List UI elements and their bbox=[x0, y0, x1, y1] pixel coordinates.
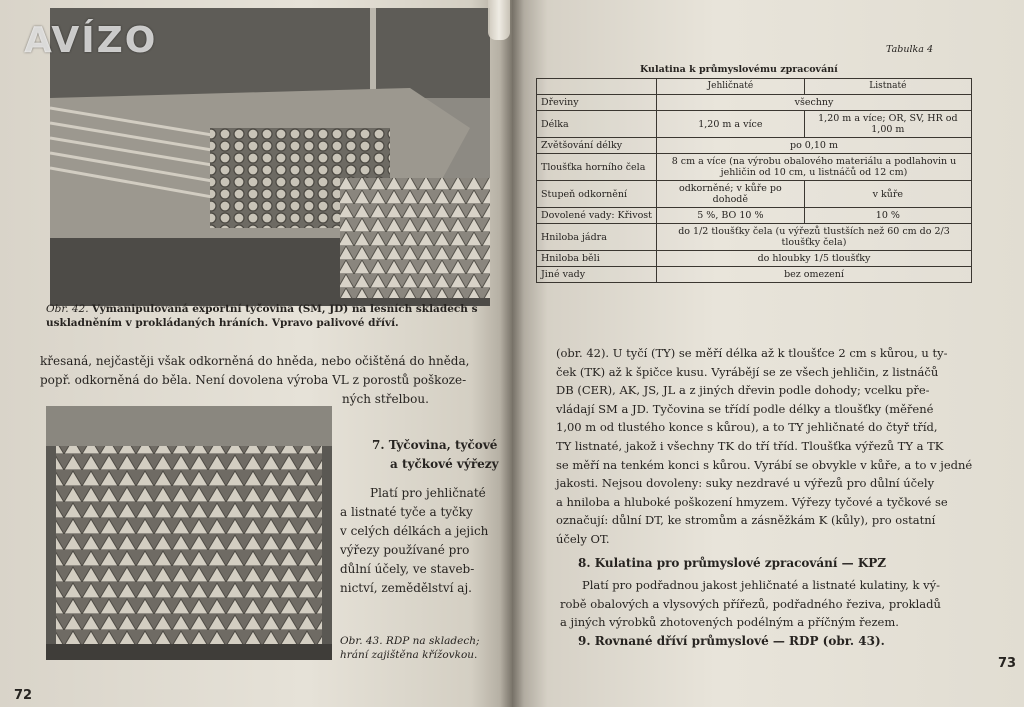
right-page bbox=[512, 0, 1024, 707]
left-paragraph-line: křesaná, nejčastěji však odkorněná do hněda, nebo očištěná do hněda, bbox=[40, 354, 470, 368]
table-cell: všechny bbox=[657, 95, 972, 111]
figure-42-caption-text: Vymanipulovaná exportní tyčovina (SM, JD) na lesních skladech s uskladněním v prokládaných hráních. Vpravo palivové dříví. bbox=[46, 303, 478, 329]
table-cell: 1,20 m a více bbox=[657, 111, 805, 138]
figure-43-caption-text: RDP na skladech; hrání zajištěna křížovkou. bbox=[340, 635, 480, 661]
kpz-table bbox=[536, 78, 972, 283]
table-col-header: Listnaté bbox=[804, 79, 971, 95]
right-paragraph-2 bbox=[560, 576, 1020, 632]
table-row bbox=[537, 154, 972, 181]
section-7-text-line: v celých délkách a jejich bbox=[340, 524, 489, 538]
table-title: Kulatina k průmyslovému zpracování bbox=[640, 64, 838, 75]
table-row-label: Jiné vady bbox=[537, 267, 657, 283]
table-cell: po 0,10 m bbox=[657, 138, 972, 154]
book-gutter bbox=[500, 0, 524, 707]
table-header-row bbox=[537, 79, 972, 95]
figure-43-caption-label: Obr. 43. bbox=[340, 635, 383, 647]
right-paragraph-line: se měří na tenkém konci s kůrou. Vyrábí se obvykle v kůře, a to v jedné bbox=[556, 457, 973, 472]
table-col-header: Jehličnaté bbox=[657, 79, 805, 95]
right-paragraph-line: označují: důlní DT, ke stromům a zásněžkám K (kůly), pro ostatní bbox=[556, 513, 936, 528]
section-8-heading: 8. Kulatina pro průmyslové zpracování — KPZ bbox=[578, 556, 887, 570]
table-row-label: Délka bbox=[537, 111, 657, 138]
section-7-text bbox=[340, 484, 500, 598]
section-7-text-line: a listnaté tyče a tyčky bbox=[340, 505, 473, 519]
left-page-number: 72 bbox=[14, 688, 33, 703]
avizo-watermark: AVÍZO bbox=[24, 20, 158, 61]
section-7-heading-line: a tyčkové výřezy bbox=[390, 457, 499, 471]
bookmark-ribbon bbox=[488, 0, 510, 40]
table-row-label: Dřeviny bbox=[537, 95, 657, 111]
table-cell: odkorněné; v kůře po dohodě bbox=[657, 181, 805, 208]
left-paragraph bbox=[40, 352, 500, 409]
table-cell: bez omezení bbox=[657, 267, 972, 283]
table-row-label: Hniloba jádra bbox=[537, 224, 657, 251]
table-cell: 5 %, BO 10 % bbox=[657, 208, 805, 224]
table-cell: 1,20 m a více; OR, SV, HR od 1,00 m bbox=[804, 111, 971, 138]
right-paragraph-line: jakosti. Nejsou dovoleny: suky nezdravé u výřezů pro důlní účely bbox=[556, 476, 935, 491]
table-cell: do hloubky 1/5 tloušťky bbox=[657, 251, 972, 267]
table-cell: v kůře bbox=[804, 181, 971, 208]
section-9-heading: 9. Rovnané dříví průmyslové — RDP (obr. 43). bbox=[578, 634, 885, 648]
figure-43-photo bbox=[46, 406, 332, 660]
right-paragraph-line: robě obalových a vlysových přířezů, podřadného řeziva, prokladů bbox=[560, 596, 941, 611]
section-7-text-line: důlní účely, ve staveb- bbox=[340, 562, 475, 576]
section-7-heading bbox=[372, 436, 502, 474]
table-row-label: Dovolené vady: Křivost bbox=[537, 208, 657, 224]
right-paragraph-line: TY listnaté, jakož i všechny TK do tří tříd. Tloušťka výřezů TY a TK bbox=[556, 438, 944, 453]
table-row-label: Hniloba běli bbox=[537, 251, 657, 267]
table-label: Tabulka 4 bbox=[886, 44, 933, 55]
right-paragraph-line: ček (TK) až k špičce kusu. Vyrábějí se ze všech jehličin, z listnáčů bbox=[556, 364, 939, 379]
right-paragraph-line: Platí pro podřadnou jakost jehličnaté a listnaté kulatiny, k vý- bbox=[582, 578, 940, 592]
table-corner-cell bbox=[537, 79, 657, 95]
right-paragraph-line: a jiných výrobků zhotovených podélným a příčným řezem. bbox=[560, 615, 899, 630]
section-7-text-line: nictví, zemědělství aj. bbox=[340, 581, 472, 595]
section-7-heading-line: 7. Tyčovina, tyčové bbox=[372, 438, 498, 452]
table-row-label: Tloušťka horního čela bbox=[537, 154, 657, 181]
table-row bbox=[537, 224, 972, 251]
table-cell: 8 cm a více (na výrobu obalového materiálu a podlahovin u jehličin od 10 cm, u listnáčů od 12 cm) bbox=[657, 154, 972, 181]
table-cell: do 1/2 tloušťky čela (u výřezů tlustších než 60 cm do 2/3 tloušťky čela) bbox=[657, 224, 972, 251]
section-7-text-line: výřezy používané pro bbox=[340, 543, 470, 557]
table-row bbox=[537, 181, 972, 208]
left-paragraph-line: popř. odkorněná do běla. Není dovolena výroba VL z porostů poškoze- bbox=[40, 373, 467, 387]
table-row bbox=[537, 95, 972, 111]
right-paragraph-line: účely OT. bbox=[556, 531, 610, 546]
right-paragraph-1 bbox=[556, 344, 1016, 549]
right-page-number: 73 bbox=[998, 656, 1017, 671]
table-cell: 10 % bbox=[804, 208, 971, 224]
table-row bbox=[537, 208, 972, 224]
table-row bbox=[537, 251, 972, 267]
table-row-label: Zvětšování délky bbox=[537, 138, 657, 154]
table-row bbox=[537, 138, 972, 154]
table-row bbox=[537, 267, 972, 283]
right-paragraph-line: vládají SM a JD. Tyčovina se třídí podle délky a tloušťky (měřené bbox=[556, 401, 934, 416]
table-row-label: Stupeň odkornění bbox=[537, 181, 657, 208]
right-paragraph-line: (obr. 42). U tyčí (TY) se měří délka až k tloušťce 2 cm s kůrou, u ty- bbox=[556, 346, 948, 360]
right-paragraph-line: DB (CER), AK, JS, JL a z jiných dřevin podle dohody; vcelku pře- bbox=[556, 383, 930, 398]
figure-42-caption bbox=[46, 302, 496, 330]
figure-43-caption bbox=[340, 634, 500, 662]
section-7-text-line: Platí pro jehličnaté bbox=[370, 486, 486, 500]
left-paragraph-line: ných střelbou. bbox=[342, 392, 429, 406]
table-row bbox=[537, 111, 972, 138]
figure-42-caption-label: Obr. 42. bbox=[46, 303, 89, 315]
right-paragraph-line: a hniloba a hluboké poškození hmyzem. Výřezy tyčové a tyčkové se bbox=[556, 494, 948, 509]
right-paragraph-line: 1,00 m od tlustého konce s kůrou), a to TY jehličnaté do čtyř tříd, bbox=[556, 420, 938, 435]
